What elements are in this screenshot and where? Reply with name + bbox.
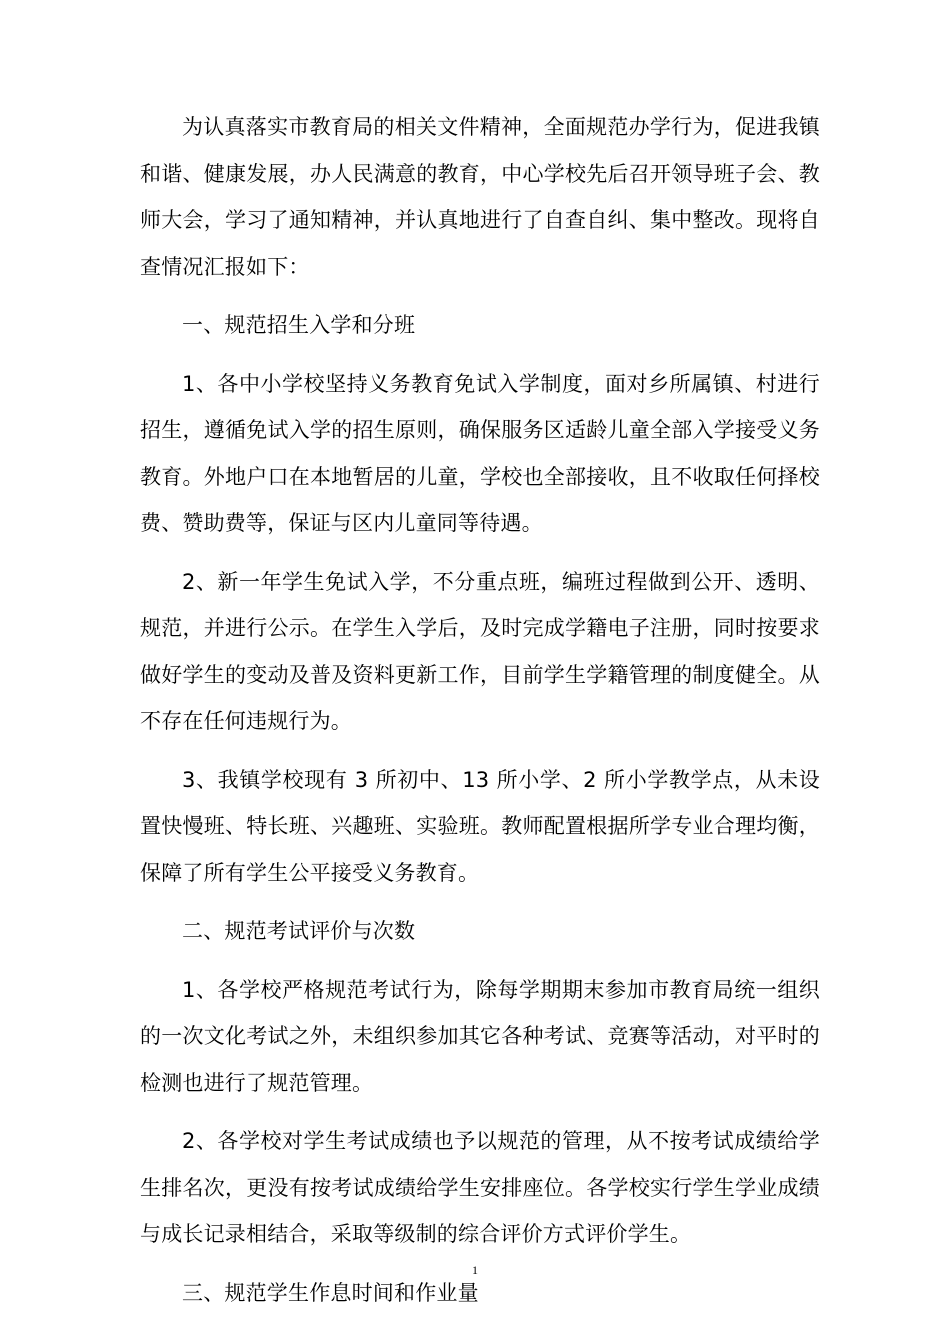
enrollment-paragraph-2: 2、新一年学生免试入学，不分重点班，编班过程做到公开、透明、规范，并进行公示。在学生入学后，及时完成学籍电子注册，同时按要求做好学生的变动及普及资料更新工作，目前学生学籍管理的制度健全。从不存在任何违规行为。 (140, 569, 820, 733)
section-heading-exams: 二、规范考试评价与次数 (182, 919, 416, 943)
section-heading-enrollment: 一、规范招生入学和分班 (182, 313, 416, 337)
enrollment-paragraph-3: 3、我镇学校现有 3 所初中、13 所小学、2 所小学教学点，从未设置快慢班、特长班、兴趣班、实验班。教师配置根据所学专业合理均衡，保障了所有学生公平接受义务教育。 (140, 767, 820, 885)
page-number: 1 (472, 1263, 478, 1277)
document-body (140, 104, 820, 1328)
exams-paragraph-1: 1、各学校严格规范考试行为，除每学期期末参加市教育局统一组织的一次文化考试之外，未组织参加其它各种考试、竞赛等活动，对平时的检测也进行了规范管理。 (140, 977, 820, 1095)
intro-paragraph: 为认真落实市教育局的相关文件精神，全面规范办学行为，促进我镇和谐、健康发展，办人民满意的教育，中心学校先后召开领导班子会、教师大会，学习了通知精神，并认真地进行了自查自纠、集中整改。现将自查情况汇报如下： (140, 115, 820, 279)
enrollment-paragraph-1: 1、各中小学校坚持义务教育免试入学制度，面对乡所属镇、村进行招生，遵循免试入学的招生原则，确保服务区适龄儿童全部入学接受义务教育。外地户口在本地暂居的儿童，学校也全部接收，且不收取任何择校费、赞助费等，保证与区内儿童同等待遇。 (140, 371, 820, 535)
section-heading-schedule: 三、规范学生作息时间和作业量 (182, 1280, 479, 1305)
exams-paragraph-2: 2、各学校对学生考试成绩也予以规范的管理，从不按考试成绩给学生排名次，更没有按考试成绩给学生安排座位。各学校实行学生学业成绩与成长记录相结合，采取等级制的综合评价方式评价学生。 (140, 1129, 820, 1246)
